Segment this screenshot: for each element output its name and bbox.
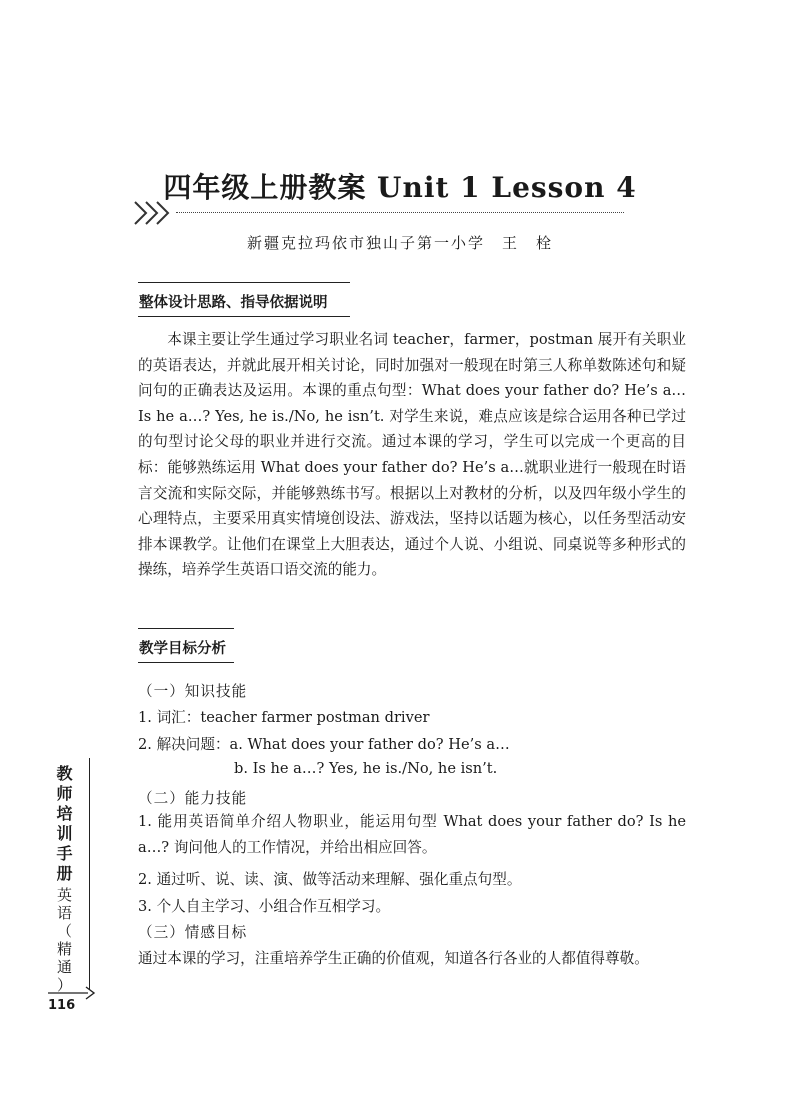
list-item: 1. 词汇：teacher farmer postman driver	[138, 709, 430, 726]
author-line: 新疆克拉玛依市独山子第一小学 王 栓	[246, 234, 553, 252]
chevron-right-icon	[132, 199, 178, 227]
list-item: 3. 个人自主学习、小组合作互相学习。	[138, 898, 391, 915]
list-item: 1. 能用英语简单介绍人物职业，能运用句型 What does your father do? Is he a…? 询问他人的工作情况，并给出相应回答。	[138, 813, 686, 856]
subheading-ability: （二）能力技能	[138, 790, 248, 807]
list-item: 2. 解决问题：a. What does your father do? He’s a…	[138, 736, 510, 753]
subheading-emotion: （三）情感目标	[138, 924, 248, 941]
page-title: 四年级上册教案 Unit 1 Lesson 4	[163, 171, 637, 204]
section-heading-design	[138, 282, 350, 317]
section-heading-objectives	[138, 628, 234, 663]
section-rule	[138, 316, 350, 317]
page-number: 116	[48, 998, 76, 1013]
list-item: 2. 通过听、说、读、演、做等活动来理解、强化重点句型。	[138, 871, 522, 888]
sidebar	[40, 758, 90, 1018]
subheading-knowledge: （一）知识技能	[138, 683, 248, 700]
section-rule	[138, 662, 234, 663]
list-item: b. Is he a…? Yes, he is./No, he isn’t.	[234, 760, 498, 777]
section-heading-label: 教学目标分析	[139, 641, 226, 657]
title-divider	[176, 212, 624, 213]
book-subject: 英 语 （ 精 通 ）	[56, 886, 72, 994]
section-heading-label: 整体设计思路、指导依据说明	[139, 295, 328, 311]
design-paragraph: 本课主要让学生通过学习职业名词 teacher，farmer，postman 展开有关职业的英语表达，并就此展开相关讨论，同时加强对一般现在时第三人称单数陈述句和疑问句的正确表达及运用。本课的重点句型：What does your father do? He’s a… Is he a…? Yes, he is./No, he isn’t. 对学生来说，难点应该是综合运用各种已学过的句型讨论父母的职业并进行交流。通过本课的学习，学生可以完成一个更高的目标：能够熟练运用 What does your father do? He’s a…就职业进行一般现在时语言交流和实际交际，并能够熟练书写。根据以上对教材的分析，以及四年级小学生的心理特点，主要采用真实情境创设法、游戏法，坚持以话题为核心，以任务型活动安排本课教学。让他们在课堂上大胆表达，通过个人说、小组说、同桌说等多种形式的操练，培养学生英语口语交流的能力。	[138, 331, 686, 579]
book-title: 教 师 培 训 手 册	[56, 764, 73, 883]
list-item: 通过本课的学习，注重培养学生正确的价值观，知道各行各业的人都值得尊敬。	[138, 950, 649, 967]
sidebar-rule	[89, 758, 90, 990]
